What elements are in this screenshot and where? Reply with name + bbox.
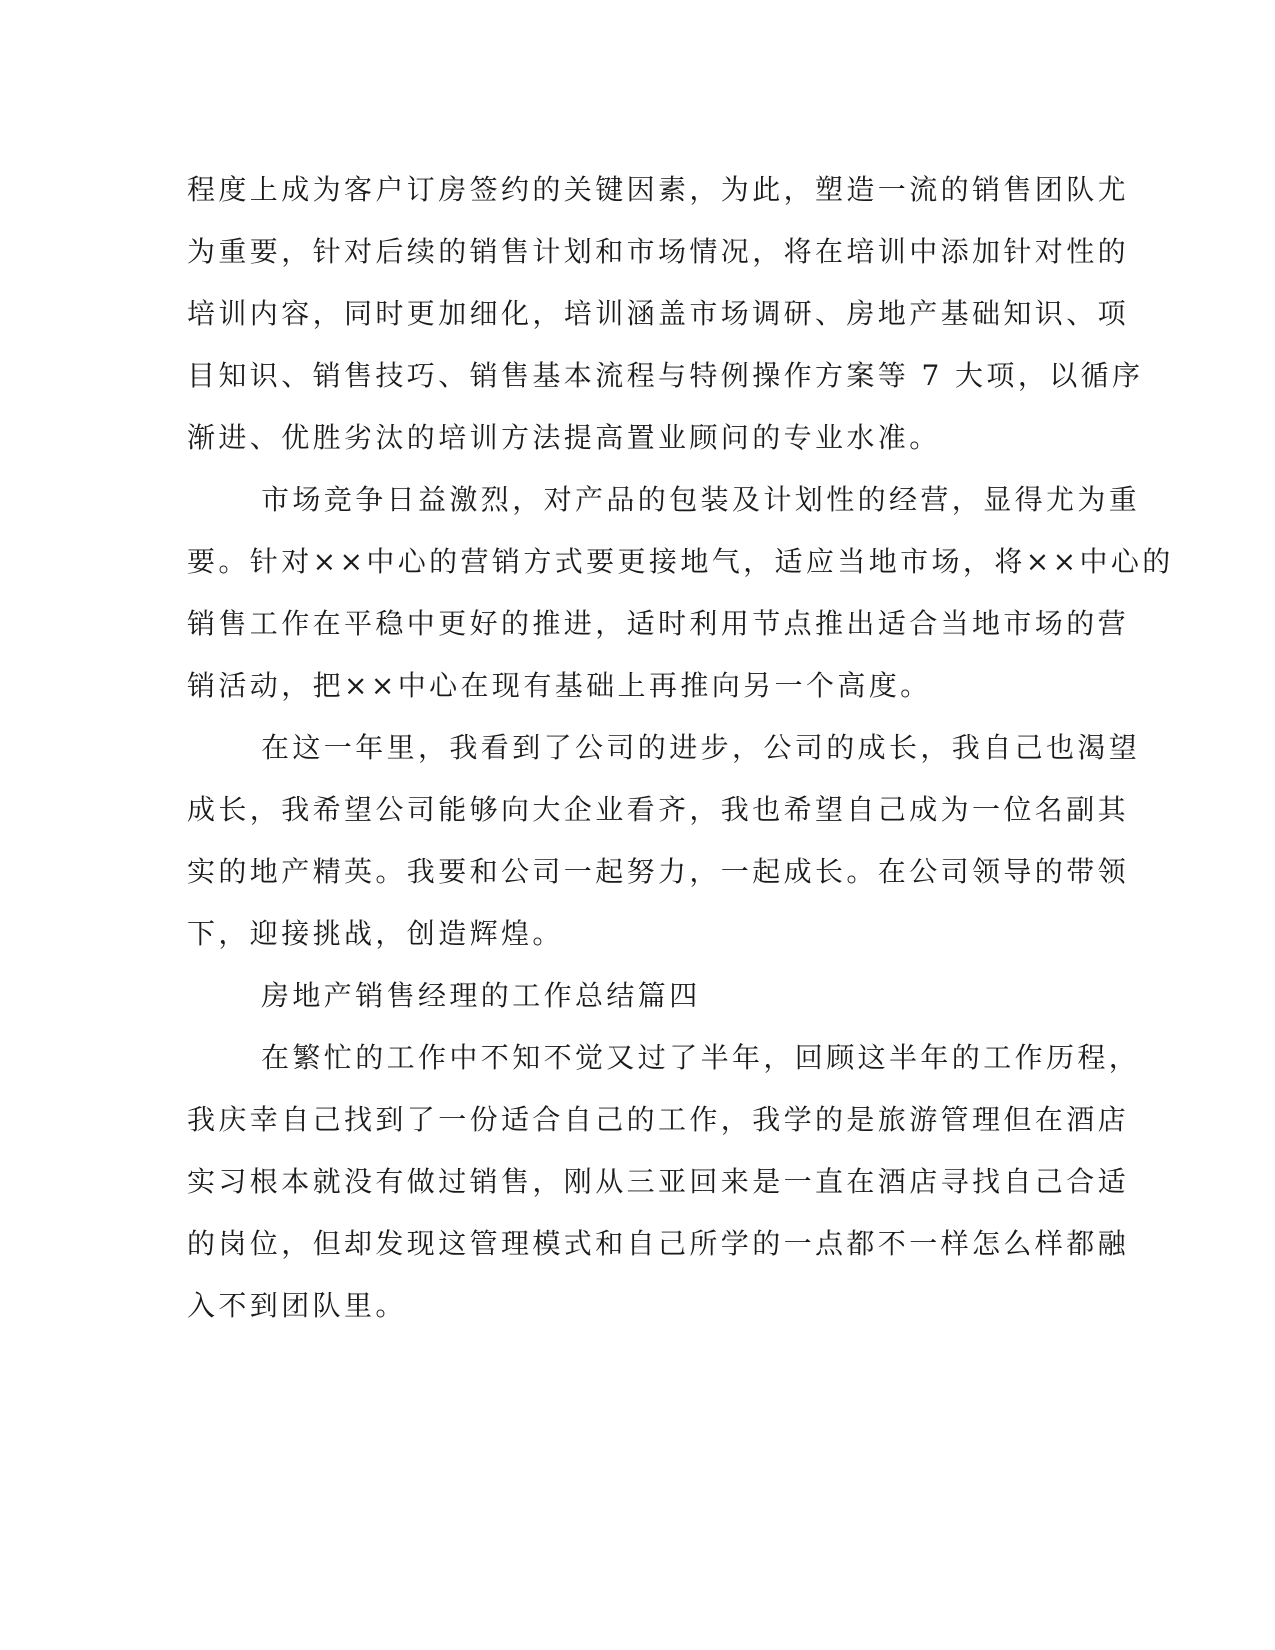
section-heading: 房地产销售经理的工作总结篇四 [261, 979, 701, 1012]
paragraph-3-line-2: 成长，我希望公司能够向大企业看齐，我也希望自己成为一位名副其 [187, 793, 1130, 826]
paragraph-1-line-1: 程度上成为客户订房签约的关键因素，为此，塑造一流的销售团队尤 [187, 173, 1130, 206]
paragraph-2-line-1: 市场竞争日益激烈，对产品的包装及计划性的经营，显得尤为重 [261, 483, 1141, 516]
paragraph-3-line-3: 实的地产精英。我要和公司一起努力，一起成长。在公司领导的带领 [187, 855, 1130, 888]
paragraph-1-line-4: 目知识、销售技巧、销售基本流程与特例操作方案等 7 大项，以循序 [187, 359, 1144, 392]
paragraph-1-line-2: 为重要，针对后续的销售计划和市场情况，将在培训中添加针对性的 [187, 235, 1130, 268]
paragraph-1-line-3: 培训内容，同时更加细化，培训涵盖市场调研、房地产基础知识、项 [187, 297, 1130, 330]
paragraph-4-line-4: 的岗位，但却发现这管理模式和自己所学的一点都不一样怎么样都融 [187, 1227, 1130, 1260]
paragraph-3-line-4: 下，迎接挑战，创造辉煌。 [187, 917, 564, 950]
paragraph-2-line-2: 要。针对××中心的营销方式要更接地气，适应当地市场，将××中心的 [187, 545, 1174, 578]
paragraph-3-line-1: 在这一年里，我看到了公司的进步，公司的成长，我自己也渴望 [261, 731, 1141, 764]
paragraph-4-line-2: 我庆幸自己找到了一份适合自己的工作，我学的是旅游管理但在酒店 [187, 1103, 1130, 1136]
paragraph-4-line-3: 实习根本就没有做过销售，刚从三亚回来是一直在酒店寻找自己合适 [187, 1165, 1130, 1198]
paragraph-4-line-1: 在繁忙的工作中不知不觉又过了半年，回顾这半年的工作历程， [261, 1041, 1141, 1074]
document-body [187, 159, 1174, 1337]
paragraph-4-line-5: 入不到团队里。 [187, 1289, 407, 1322]
paragraph-1-line-5: 渐进、优胜劣汰的培训方法提高置业顾问的专业水准。 [187, 421, 941, 454]
paragraph-2-line-4: 销活动，把××中心在现有基础上再推向另一个高度。 [187, 669, 932, 702]
paragraph-2-line-3: 销售工作在平稳中更好的推进，适时利用节点推出适合当地市场的营 [187, 607, 1130, 640]
